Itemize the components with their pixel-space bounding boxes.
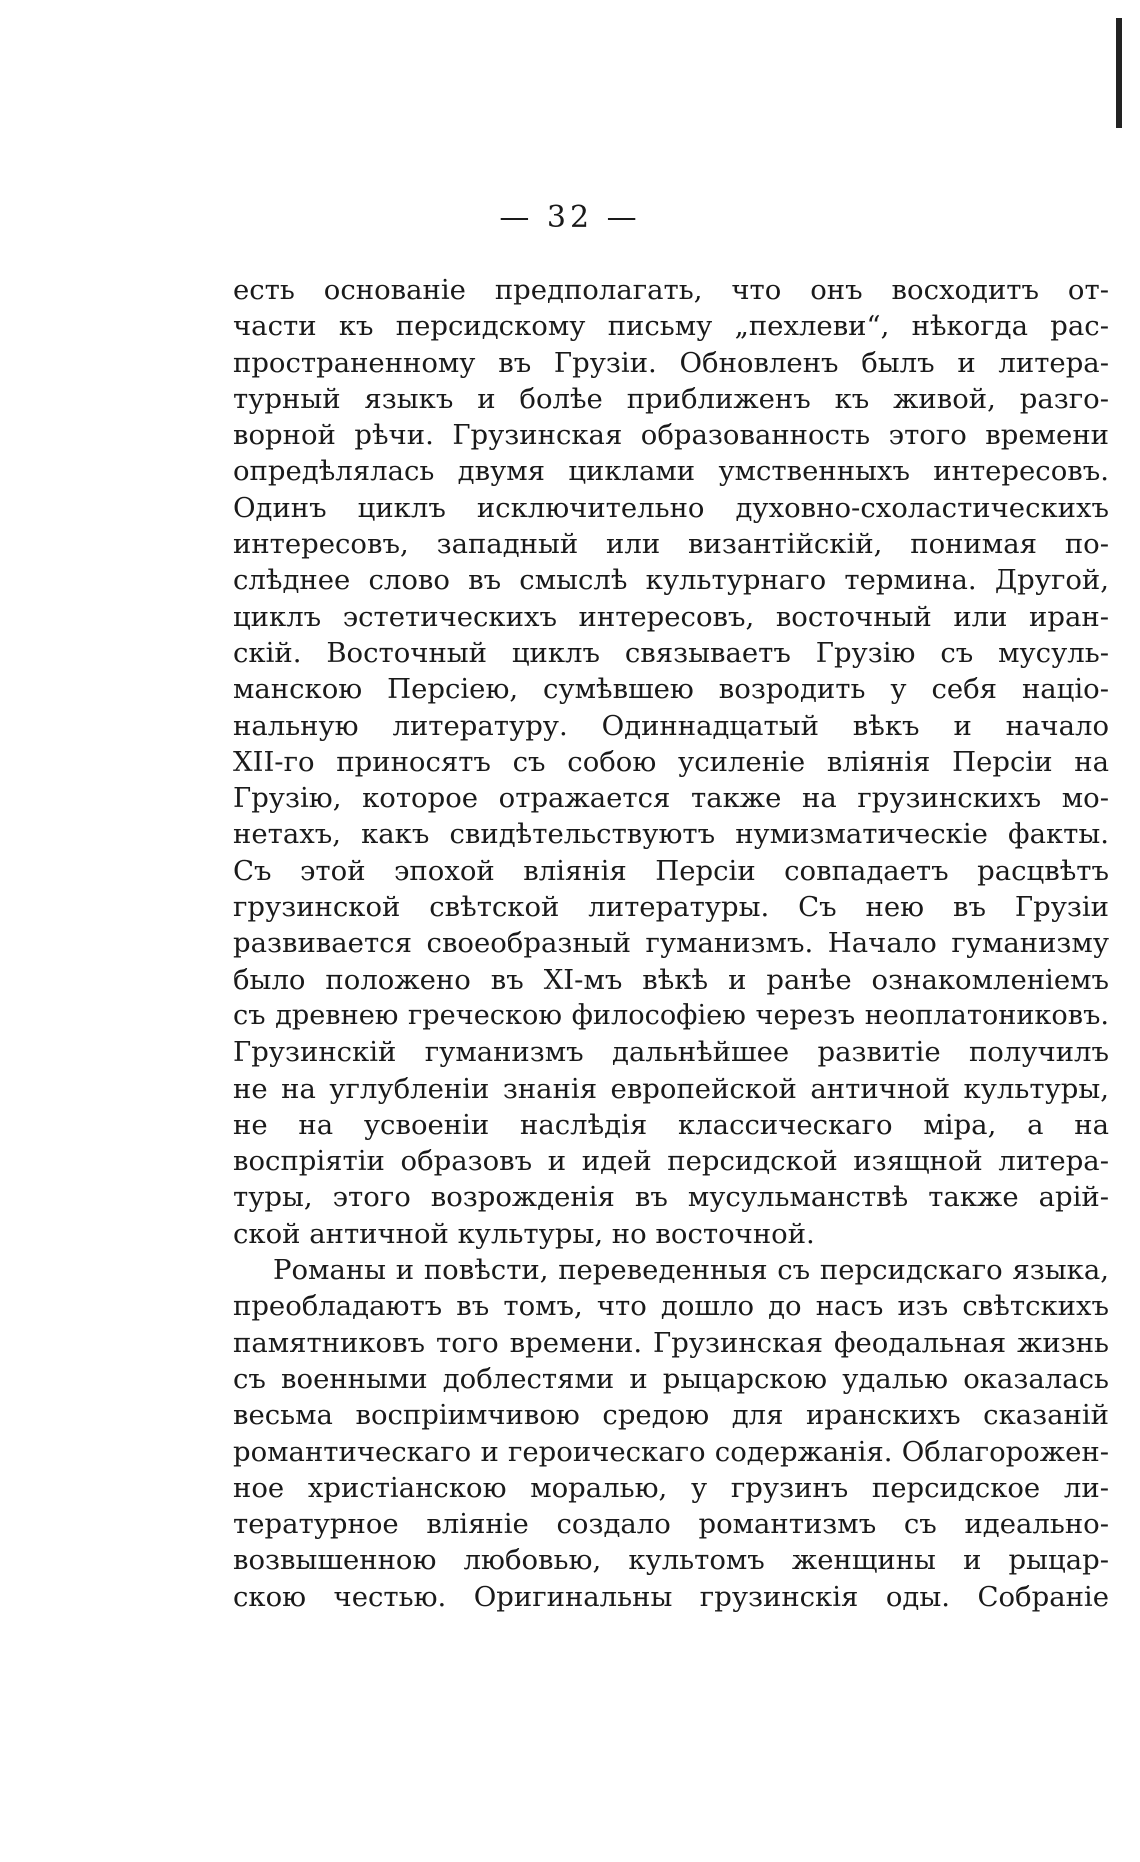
text-line: романтическаго и героическаго содержанія. Облагорожен-: [233, 1435, 1109, 1468]
text-line: Романы и повѣсти, переведенныя съ персидскаго языка,: [273, 1254, 1109, 1287]
text-line: весьма воспріимчивою средою для иранскихъ сказаній: [233, 1399, 1109, 1432]
text-line: съ древнею греческою философіею черезъ неоплатониковъ.: [233, 999, 1109, 1031]
text-line: нальную литературу. Одиннадцатый вѣкъ и начало: [233, 709, 1109, 742]
text-line: памятниковъ того времени. Грузинская феодальная жизнь: [233, 1326, 1109, 1359]
text-line: Грузію, которое отражается также на грузинскихъ мо-: [233, 782, 1109, 815]
text-line: не на углубленіи знанія европейской античной культуры,: [233, 1072, 1109, 1105]
text-line: преобладаютъ въ томъ, что дошло до насъ изъ свѣтскихъ: [233, 1290, 1109, 1323]
text-line: скою честью. Оригинальны грузинскія оды. Собраніе: [233, 1580, 1109, 1613]
text-line: манскою Персіею, сумѣвшею возродить у себя націо-: [233, 673, 1109, 706]
text-line: Грузинскій гуманизмъ дальнѣйшее развитіе получилъ: [233, 1036, 1109, 1069]
text-line: туры, этого возрожденія въ мусульманствѣ также арій-: [233, 1181, 1109, 1214]
text-line: развивается своеобразный гуманизмъ. Начало гуманизму: [233, 927, 1109, 960]
body-text: [233, 272, 1109, 1615]
text-line: тературное вліяніе создало романтизмъ съ идеально-: [233, 1508, 1109, 1541]
text-line: части къ персидскому письму „пехлеви“, нѣкогда рас-: [233, 310, 1109, 343]
paragraph-2: [233, 1252, 1109, 1615]
text-line: интересовъ, западный или византійскій, понимая по-: [233, 528, 1109, 561]
text-line: есть основаніе предполагать, что онъ восходитъ от-: [233, 274, 1109, 306]
paragraph-1: [233, 272, 1109, 1252]
text-line: Съ этой эпохой вліянія Персіи совпадаетъ расцвѣтъ: [233, 854, 1109, 887]
page-number: — 32 —: [499, 200, 641, 235]
text-line: турный языкъ и болѣе приближенъ къ живой, разго-: [233, 382, 1109, 415]
scan-edge-mark: [1116, 18, 1122, 128]
text-line: слѣднее слово въ смыслѣ культурнаго термина. Другой,: [233, 564, 1109, 597]
text-line: съ военными доблестями и рыцарскою удалью оказалась: [233, 1362, 1109, 1395]
text-line: скій. Восточный циклъ связываетъ Грузію съ мусуль-: [233, 636, 1109, 669]
text-line: пространенному въ Грузіи. Обновленъ былъ и литера-: [233, 346, 1109, 379]
text-line: циклъ эстетическихъ интересовъ, восточный или иран-: [233, 600, 1109, 633]
text-line: ное христіанскою моралью, у грузинъ персидское ли-: [233, 1471, 1109, 1504]
text-line: было положено въ XI-мъ вѣкѣ и ранѣе ознакомленіемъ: [233, 963, 1109, 996]
text-line: не на усвоеніи наслѣдія классическаго міра, а на: [233, 1108, 1109, 1141]
text-line: нетахъ, какъ свидѣтельствуютъ нумизматическіе факты.: [233, 818, 1109, 851]
text-line: грузинской свѣтской литературы. Съ нею въ Грузіи: [233, 891, 1109, 924]
text-line: Одинъ циклъ исключительно духовно-схоластическихъ: [233, 491, 1109, 524]
text-line: воспріятіи образовъ и идей персидской изящной литера-: [233, 1145, 1109, 1178]
text-line: возвышенною любовью, культомъ женщины и рыцар-: [233, 1544, 1109, 1577]
text-line: XII-го приносятъ съ собою усиленіе вліянія Персіи на: [233, 745, 1109, 778]
text-line: опредѣлялась двумя циклами умственныхъ интересовъ.: [233, 455, 1109, 488]
text-line: ской античной культуры, но восточной.: [233, 1217, 815, 1250]
text-line: ворной рѣчи. Грузинская образованность этого времени: [233, 419, 1109, 452]
